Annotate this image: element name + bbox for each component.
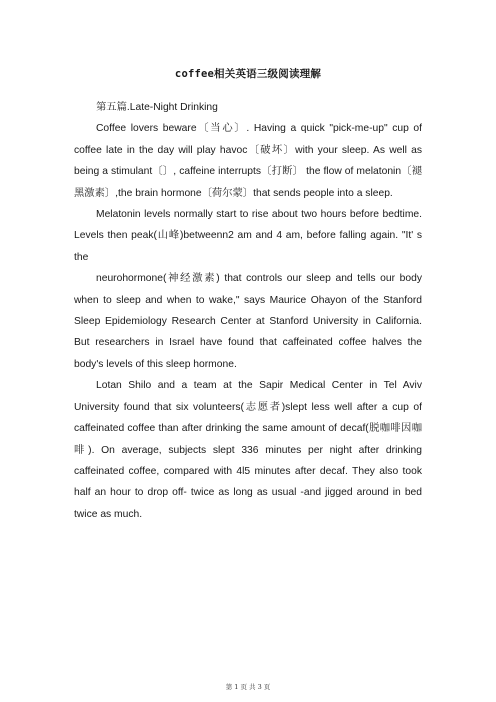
document-title: coffee相关英语三级阅读理解 [174, 68, 322, 80]
paragraph: neurohormone(神经激素) that controls our sleep and tells our body when to sleep and when to wake," says Maurice Ohayon of the Stanford Sleep Epidemiology Research Center at Stanford University in California. But researchers in Israel have found that caffeinated coffee halves the body's levels of this sleep hormone. [74, 273, 422, 370]
section-heading: 第五篇.Late-Night Drinking [96, 102, 218, 113]
paragraph: Melatonin levels normally start to rise about two hours before bedtime. Levels then peak(山峰)betweenn2 am and 4 am, before falling again. "It' s the [74, 209, 422, 263]
page-footer: 第 1 页 共 3 页 [225, 683, 271, 691]
paragraph: Coffee lovers beware〔当心〕. Having a quick "pick-me-up" cup of coffee late in the day will play havoc〔破坏〕with your sleep. As well as being a stimulant〔〕, caffeine interrupts〔打断〕 the flow of melatonin〔褪黑激素〕,the brain hormone〔荷尔蒙〕that sends people into a sleep. [74, 123, 422, 199]
document-body [74, 97, 422, 525]
paragraph: Lotan Shilo and a team at the Sapir Medical Center in Tel Aviv University found that six volunteers(志愿者)slept less well after a cup of caffeinated coffee than after drinking the same amount of decaf(脱咖啡因咖啡). On average, subjects slept 336 minutes per night after drinking caffeinated coffee, compared with 4l5 minutes after decaf. They also took half an hour to drop off- twice as long as usual -and jigged around in bed twice as much. [74, 380, 422, 520]
